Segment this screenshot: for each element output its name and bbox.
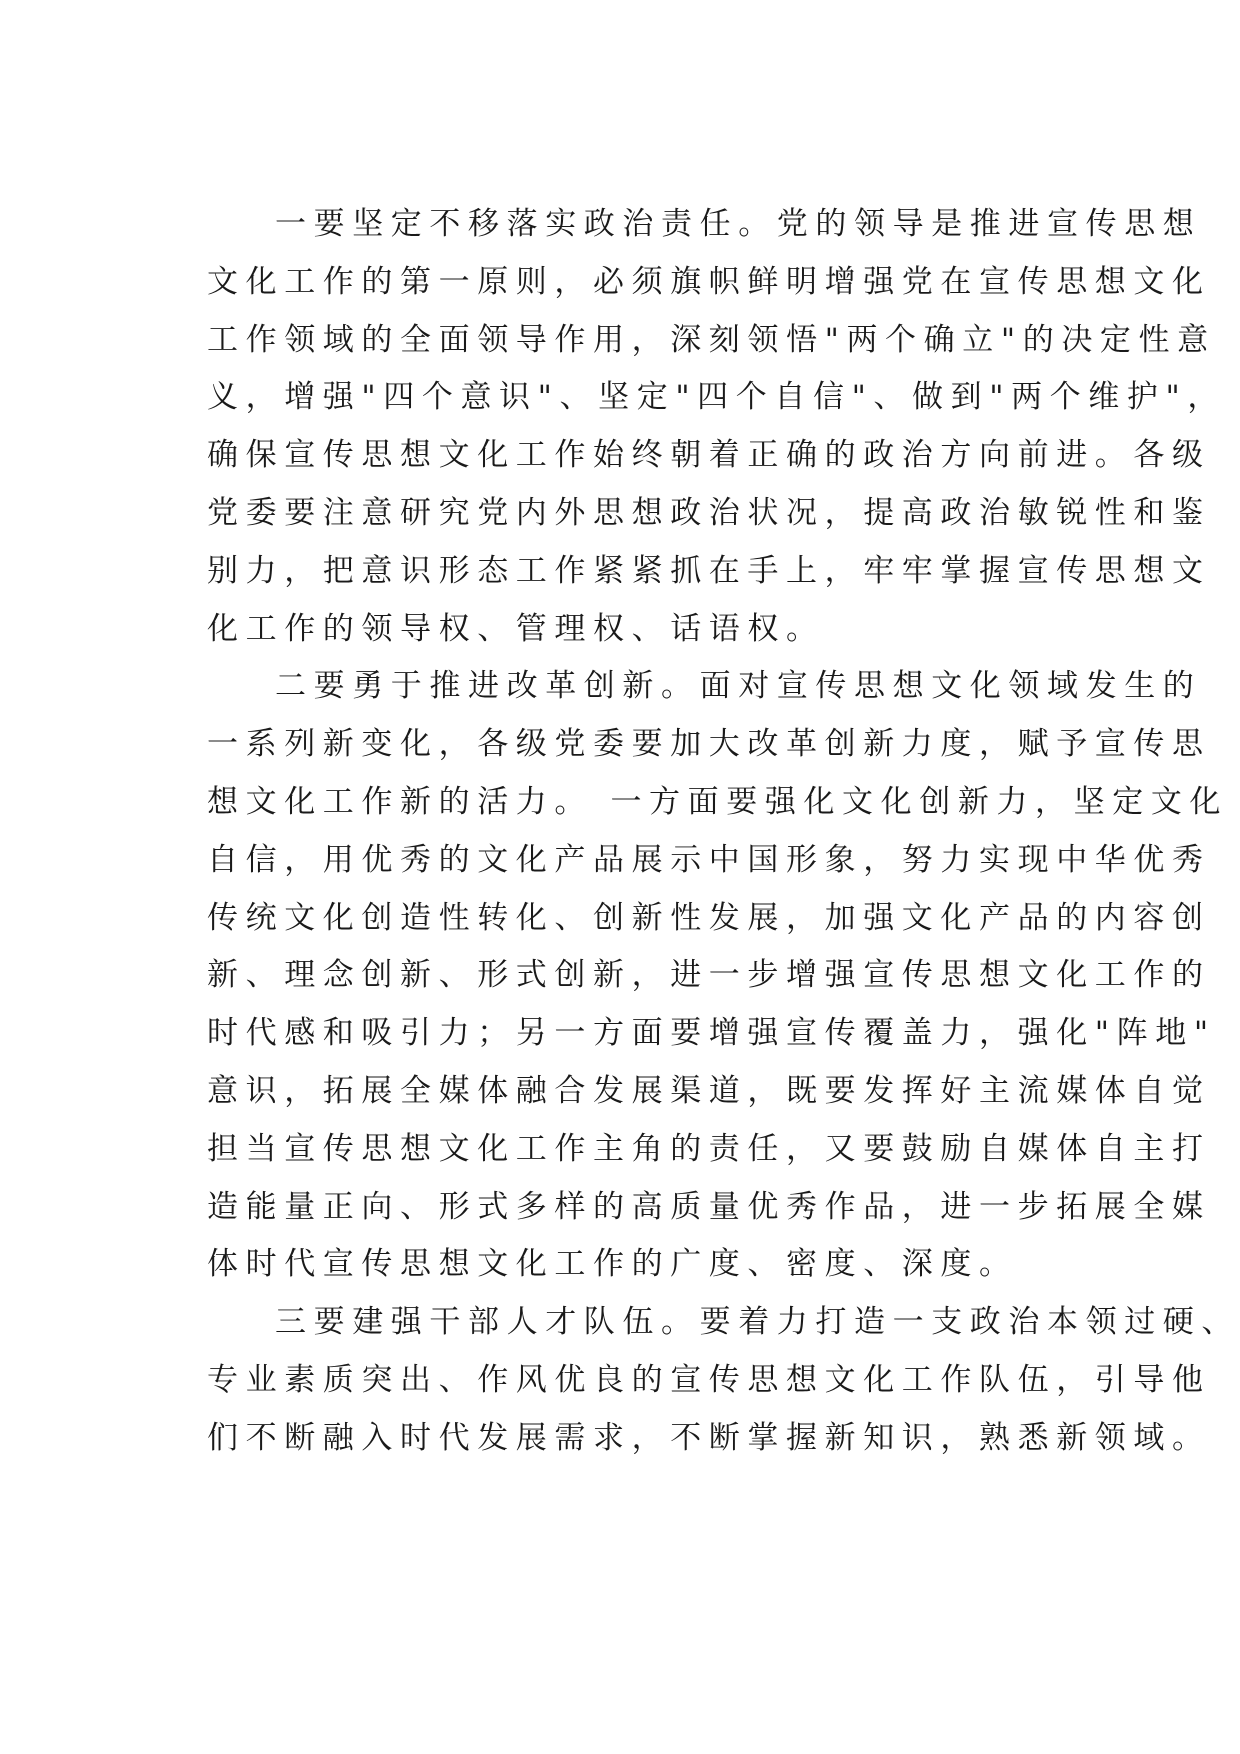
paragraph-line: 一要坚定不移落实政治责任。党的领导是推进宣传思想 [275,206,1202,242]
paragraph-line: 化工作的领导权、管理权、话语权。 [207,610,825,647]
document-body [207,196,1240,1468]
paragraph-line: 担当宣传思想文化工作主角的责任，又要鼓励自媒体自主打 [207,1130,1211,1167]
paragraph-line: 义，增强"四个意识"、坚定"四个自信"、做到"两个维护"， [207,379,1226,416]
paragraph-line: 工作领域的全面领导作用，深刻领悟"两个确立"的决定性意 [207,321,1216,358]
paragraph-line: 自信，用优秀的文化产品展示中国形象，努力实现中华优秀 [207,841,1211,878]
paragraph-2 [207,658,1229,1294]
paragraph-line: 们不断融入时代发展需求，不断掌握新知识，熟悉新领域。 [207,1419,1211,1456]
paragraph-line: 新、理念创新、形式创新，进一步增强宣传思想文化工作的 [207,957,1211,994]
paragraph-1 [207,196,1226,658]
paragraph-line: 确保宣传思想文化工作始终朝着正确的政治方向前进。各级 [207,437,1211,474]
paragraph-line: 体时代宣传思想文化工作的广度、密度、深度。 [207,1246,1018,1283]
paragraph-line: 专业素质突出、作风优良的宣传思想文化工作队伍，引导他 [207,1361,1211,1398]
paragraph-line: 二要勇于推进改革创新。面对宣传思想文化领域发生的 [275,668,1202,705]
paragraph-line: 三要建强干部人才队伍。要着力打造一支政治本领过硬、 [275,1304,1240,1341]
paragraph-line: 别力，把意识形态工作紧紧抓在手上，牢牢掌握宣传思想文 [207,552,1211,589]
paragraph-line: 党委要注意研究党内外思想政治状况，提高政治敏锐性和鉴 [207,494,1211,531]
paragraph-line: 造能量正向、形式多样的高质量优秀作品，进一步拓展全媒 [207,1188,1211,1225]
paragraph-line: 文化工作的第一原则，必须旗帜鲜明增强党在宣传思想文化 [207,263,1211,300]
paragraph-3 [207,1294,1240,1467]
paragraph-line: 意识，拓展全媒体融合发展渠道，既要发挥好主流媒体自觉 [207,1072,1211,1109]
paragraph-line: 传统文化创造性转化、创新性发展，加强文化产品的内容创 [207,899,1211,936]
paragraph-line: 时代感和吸引力；另一方面要增强宣传覆盖力，强化"阵地" [207,1015,1216,1052]
paragraph-line: 想文化工作新的活力。 一方面要强化文化创新力，坚定文化 [207,783,1229,820]
paragraph-line: 一系列新变化，各级党委要加大改革创新力度，赋予宣传思 [207,726,1211,763]
